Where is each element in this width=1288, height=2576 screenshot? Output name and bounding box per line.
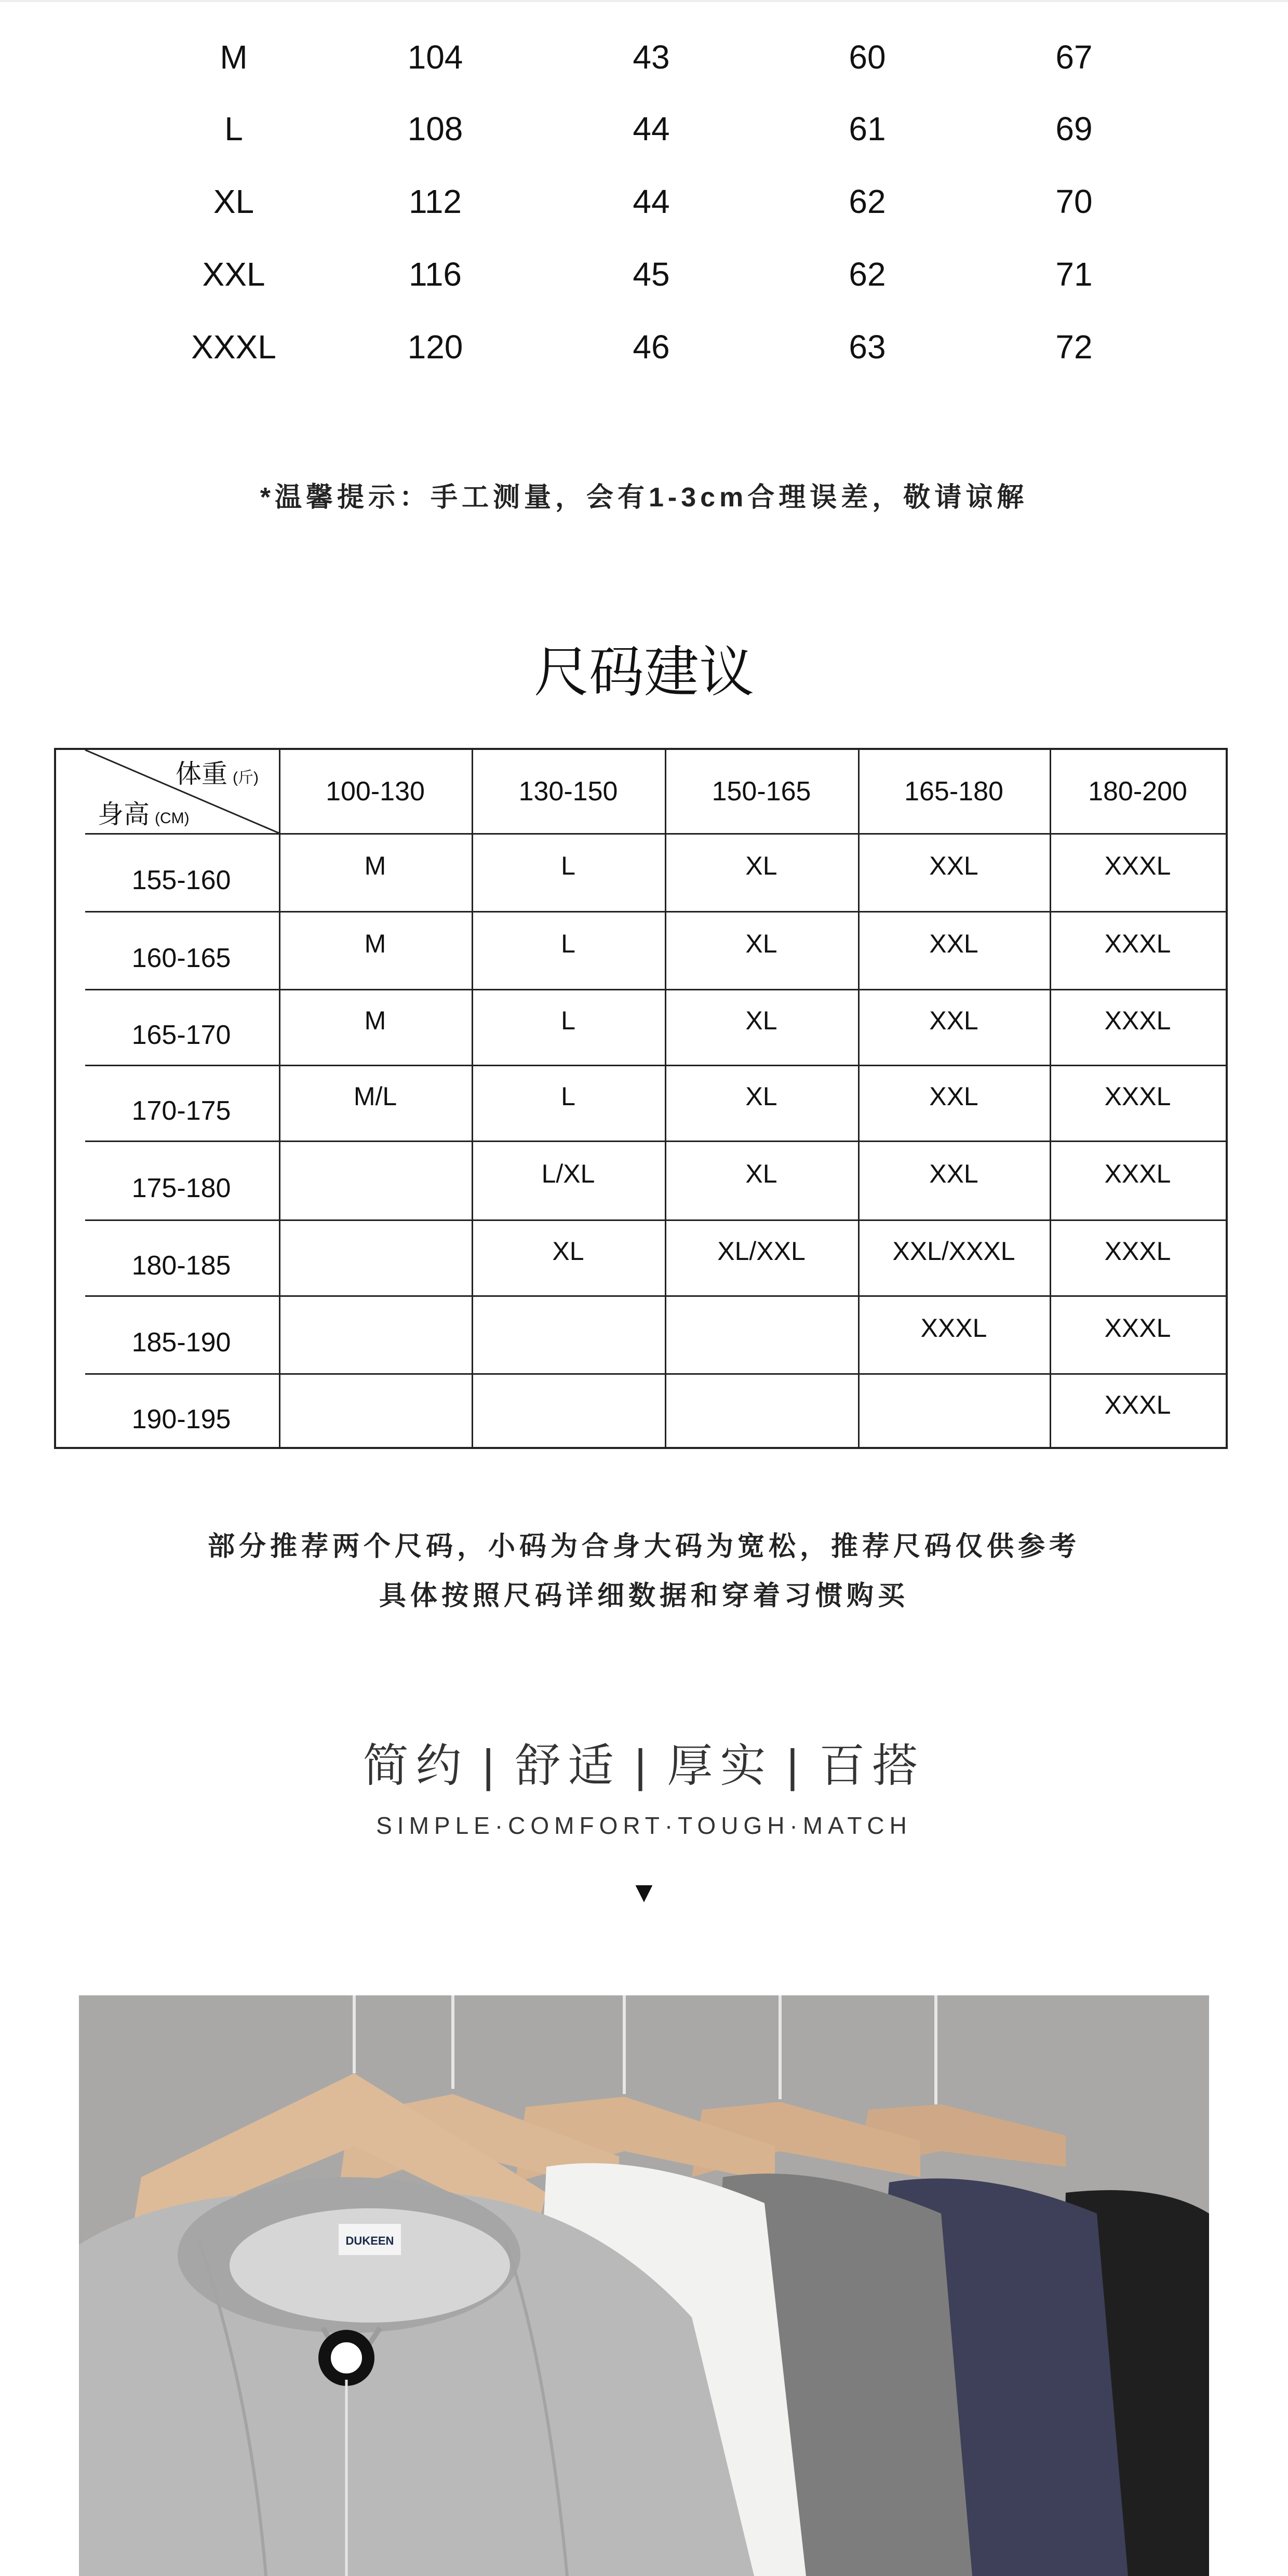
slogan-word-1: 简约 — [363, 1740, 469, 1791]
recommended-size-cell: L — [561, 929, 575, 958]
sweatshirts-on-hangers-illustration — [79, 1995, 1209, 2576]
size-recommendation-title: 尺码建议 — [534, 642, 754, 703]
recommended-size-cell: XL/XXL — [717, 1237, 806, 1266]
slogan-separator: | — [482, 1740, 502, 1791]
recommended-size-cell: L — [561, 1006, 575, 1035]
measure-value-cell: 67 — [1055, 38, 1093, 76]
recommended-size-cell: XXXL — [1104, 1006, 1171, 1035]
slogan-english: SIMPLE·COMFORT·TOUGH·MATCH — [376, 1812, 912, 1839]
measure-value-cell: 71 — [1055, 256, 1093, 293]
recommended-size-cell: XXXL — [1104, 1082, 1171, 1111]
recommended-size-cell — [472, 1373, 665, 1437]
recommended-size-cell — [472, 1295, 665, 1361]
recommended-size-cell: XXL — [929, 851, 978, 880]
recommended-size-cell: XXXL — [1104, 1159, 1171, 1188]
recommended-size-cell: XL — [745, 1006, 777, 1035]
recommended-size-cell: XXXL — [1104, 851, 1171, 880]
recommended-size-cell: L — [561, 851, 575, 880]
recommended-size-cell: XXL — [929, 1159, 978, 1188]
recommended-size-cell: XL — [745, 851, 777, 880]
measure-size-cell: L — [224, 110, 243, 147]
recommended-size-cell: XL — [552, 1237, 584, 1266]
recommended-size-cell: XL — [745, 1082, 777, 1111]
recommended-size-cell: XXL — [929, 1082, 978, 1111]
measurement-tip: *温馨提示：手工测量，会有1-3cm合理误差，敬请谅解 — [260, 482, 1028, 513]
measure-value-cell: 116 — [408, 256, 462, 293]
down-arrow-icon: ▼ — [629, 1875, 659, 1908]
recommended-size-cell: M — [364, 851, 386, 880]
measure-value-cell: 63 — [849, 328, 886, 366]
measure-value-cell: 108 — [407, 110, 463, 147]
recommended-size-cell: XL — [745, 1159, 777, 1188]
recommended-size-cell — [279, 1295, 472, 1361]
measure-value-cell: 72 — [1055, 328, 1093, 366]
measure-value-cell: 69 — [1055, 110, 1093, 147]
measure-value-cell: 45 — [633, 256, 670, 293]
slogan-word-2: 舒适 — [515, 1740, 621, 1791]
recommended-size-cell: XL — [745, 929, 777, 958]
recommendation-note-line1: 部分推荐两个尺码，小码为合身大码为宽松，推荐尺码仅供参考 — [207, 1532, 1080, 1562]
recommended-size-cell — [279, 1141, 472, 1207]
recommended-size-cell — [279, 1373, 472, 1437]
recommended-size-cell — [858, 1373, 1050, 1437]
measure-value-cell: 46 — [633, 328, 670, 366]
recommended-size-cell: XXXL — [1104, 1237, 1171, 1266]
product-photo — [79, 1995, 1209, 2576]
measure-row — [0, 23, 1288, 91]
measure-row — [0, 240, 1288, 308]
recommended-size-cell: XXXL — [1104, 929, 1171, 958]
recommended-size-cell: L/XL — [541, 1159, 595, 1188]
corner-height-text: 身高 — [98, 800, 150, 829]
recommended-size-cell — [665, 1373, 858, 1437]
recommended-size-cell: XXL — [929, 1006, 978, 1035]
height-range-label: 185-190 — [131, 1327, 231, 1358]
measure-value-cell: 62 — [849, 183, 886, 220]
slogan-word-4: 百搭 — [819, 1740, 925, 1791]
recommended-size-cell: M — [364, 929, 386, 958]
measure-row — [0, 313, 1288, 381]
recommended-size-cell: XXXL — [1104, 1313, 1171, 1343]
measure-value-cell: 44 — [633, 183, 670, 220]
measure-value-cell: 62 — [849, 256, 886, 293]
weight-range-header: 165-180 — [904, 776, 1003, 807]
recommended-size-cell — [279, 1219, 472, 1283]
height-range-label: 175-180 — [131, 1173, 231, 1203]
corner-height-label — [98, 794, 190, 831]
slogan-separator: | — [634, 1740, 654, 1791]
height-range-label: 160-165 — [131, 943, 231, 973]
measure-size-cell: XXXL — [191, 328, 276, 366]
neck-label-text: DUKEEN — [345, 2234, 394, 2247]
measure-value-cell: 60 — [849, 38, 886, 76]
measure-value-cell: 61 — [849, 110, 886, 147]
zoom-circle-icon — [325, 2336, 368, 2380]
height-range-label: 155-160 — [131, 865, 231, 895]
top-divider — [0, 0, 1288, 2]
weight-range-header: 180-200 — [1088, 776, 1187, 807]
measure-value-cell: 70 — [1055, 183, 1093, 220]
height-range-label: 190-195 — [131, 1404, 231, 1434]
recommendation-note-line2: 具体按照尺码详细数据和穿着习惯购买 — [379, 1581, 909, 1611]
measure-size-cell: XXL — [202, 256, 265, 293]
height-range-label: 180-185 — [131, 1251, 231, 1281]
height-range-label: 165-170 — [131, 1020, 231, 1050]
height-range-label: 170-175 — [131, 1096, 231, 1126]
slogan-separator: | — [786, 1740, 806, 1791]
weight-range-header: 150-165 — [712, 776, 811, 807]
recommended-size-cell — [665, 1295, 858, 1361]
measure-size-cell: M — [220, 38, 248, 76]
measure-size-cell: XL — [213, 183, 254, 220]
weight-range-header: 130-150 — [518, 776, 618, 807]
measure-value-cell: 43 — [633, 38, 670, 76]
size-recommendation-table — [54, 748, 1228, 1449]
recommended-size-cell: XXXL — [1104, 1390, 1171, 1419]
recommended-size-cell: M/L — [353, 1082, 397, 1111]
weight-range-header: 100-130 — [326, 776, 425, 807]
measure-row — [0, 168, 1288, 235]
corner-height-unit: (CM) — [155, 810, 190, 827]
slogan — [0, 1729, 1288, 1795]
slogan-word-3: 厚实 — [667, 1740, 773, 1791]
corner-weight-text: 体重 — [176, 759, 227, 788]
measure-row — [0, 95, 1288, 163]
corner-weight-unit: (斤) — [233, 769, 259, 786]
recommended-size-cell: L — [561, 1082, 575, 1111]
recommended-size-cell: XXXL — [920, 1313, 987, 1343]
corner-weight-label — [176, 753, 259, 790]
recommended-size-cell: XXL — [929, 929, 978, 958]
measure-value-cell: 44 — [633, 110, 670, 147]
recommended-size-cell: M — [364, 1006, 386, 1035]
measure-value-cell: 104 — [407, 38, 463, 76]
measure-value-cell: 120 — [407, 328, 463, 366]
measure-value-cell: 112 — [408, 183, 462, 220]
recommended-size-cell: XXL/XXXL — [892, 1237, 1015, 1266]
